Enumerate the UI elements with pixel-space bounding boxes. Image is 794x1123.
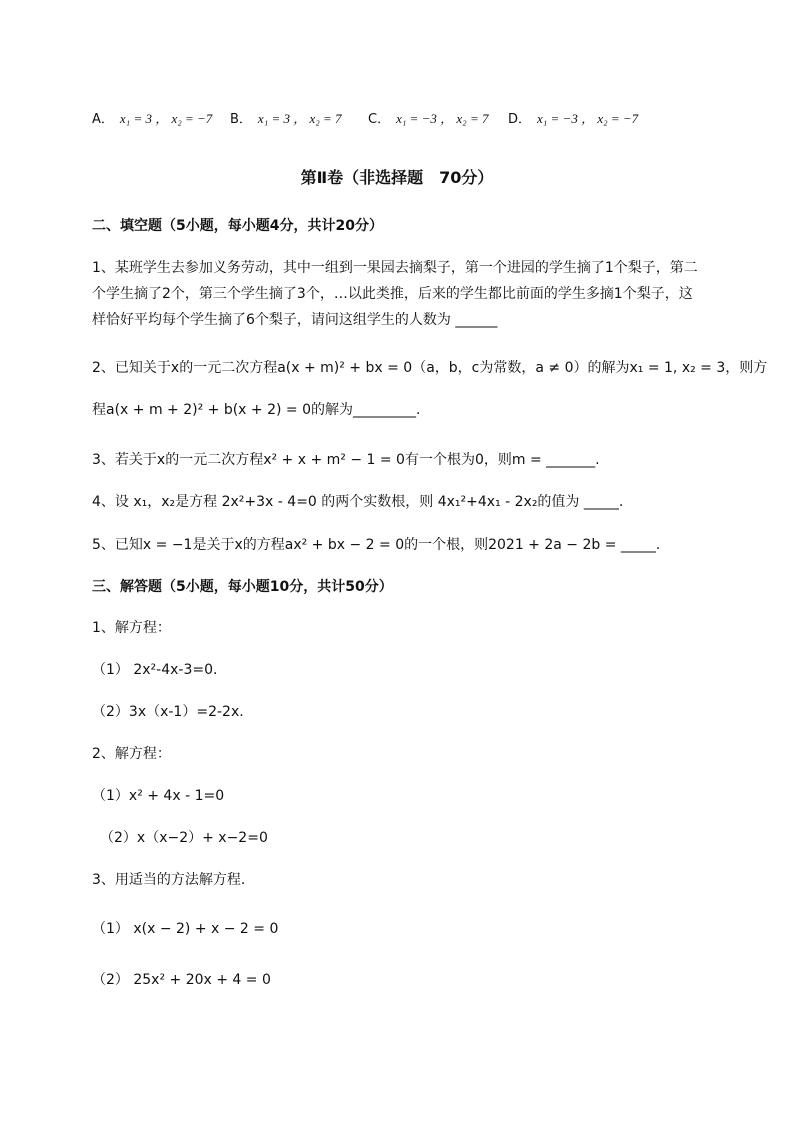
choice-c-label: C． — [368, 112, 391, 127]
s3-part-b: （2） 25x² + 20x + 4 = 0 — [92, 972, 271, 988]
choice-a-label: A． — [92, 112, 114, 127]
s3-title: 3、用适当的方法解方程． — [92, 872, 255, 888]
choice-c — [368, 108, 488, 127]
s2-part-b: （2）x（x−2）+ x−2=0 — [100, 830, 268, 846]
q2-line-2: 程a(x + m + 2)² + b(x + 2) = 0的解为_________. — [92, 402, 421, 418]
volume-title: 第Ⅱ卷（非选择题 70分） — [300, 168, 494, 187]
choice-a-text: x₁ = 3 ， x₂ = −7 — [119, 111, 213, 126]
q3: 3、若关于x的一元二次方程x² + x + m² − 1 = 0有一个根为0，则m = _______. — [92, 452, 600, 468]
s1-part-a: （1） 2x²-4x-3=0. — [92, 662, 218, 678]
choice-c-text: x₁ = −3 ， x₂ = 7 — [396, 111, 489, 126]
q4: 4、设 x₁，x₂是方程 2x²+3x - 4=0 的两个实数根，则 4x₁²+4x₁ - 2x₂的值为 _____. — [92, 494, 624, 510]
q1-line-1: 1、某班学生去参加义务劳动，其中一组到一果园去摘梨子，第一个进园的学生摘了1个梨子，第二 — [92, 260, 698, 276]
choice-b-label: B． — [230, 112, 252, 127]
s2-part-a: （1）x² + 4x - 1=0 — [92, 788, 225, 804]
choice-b-text: x₁ = 3 ， x₂ = 7 — [257, 111, 342, 126]
q1-line-3: 样恰好平均每个学生摘了6个梨子，请问这组学生的人数为 ______ — [92, 312, 498, 328]
q2-line-1: 2、已知关于x的一元二次方程a(x + m)² + bx = 0（a，b，c为常数，a ≠ 0）的解为x₁ = 1, x₂ = 3，则方 — [92, 360, 768, 376]
choice-a — [92, 108, 212, 127]
s2-title: 2、解方程： — [92, 746, 171, 762]
q5: 5、已知x = −1是关于x的方程ax² + bx − 2 = 0的一个根，则2021 + 2a − 2b = _____. — [92, 537, 661, 553]
s3-part-a: （1） x(x − 2) + x − 2 = 0 — [92, 921, 279, 937]
q1-line-2: 个学生摘了2个，第三个学生摘了3个，…以此类推，后来的学生都比前面的学生多摘1个梨子，这 — [92, 286, 693, 302]
s1-title: 1、解方程： — [92, 620, 171, 636]
section-fill-in-title: 二、填空题（5小题，每小题4分，共计20分） — [92, 218, 383, 234]
choice-d-text: x₁ = −3 ， x₂ = −7 — [537, 111, 639, 126]
choice-d — [508, 108, 638, 127]
section-solve-title: 三、解答题（5小题，每小题10分，共计50分） — [92, 579, 393, 595]
choice-b — [230, 108, 342, 127]
choice-d-label: D． — [508, 112, 532, 127]
s1-part-b: （2）3x（x-1）=2-2x. — [92, 704, 244, 720]
